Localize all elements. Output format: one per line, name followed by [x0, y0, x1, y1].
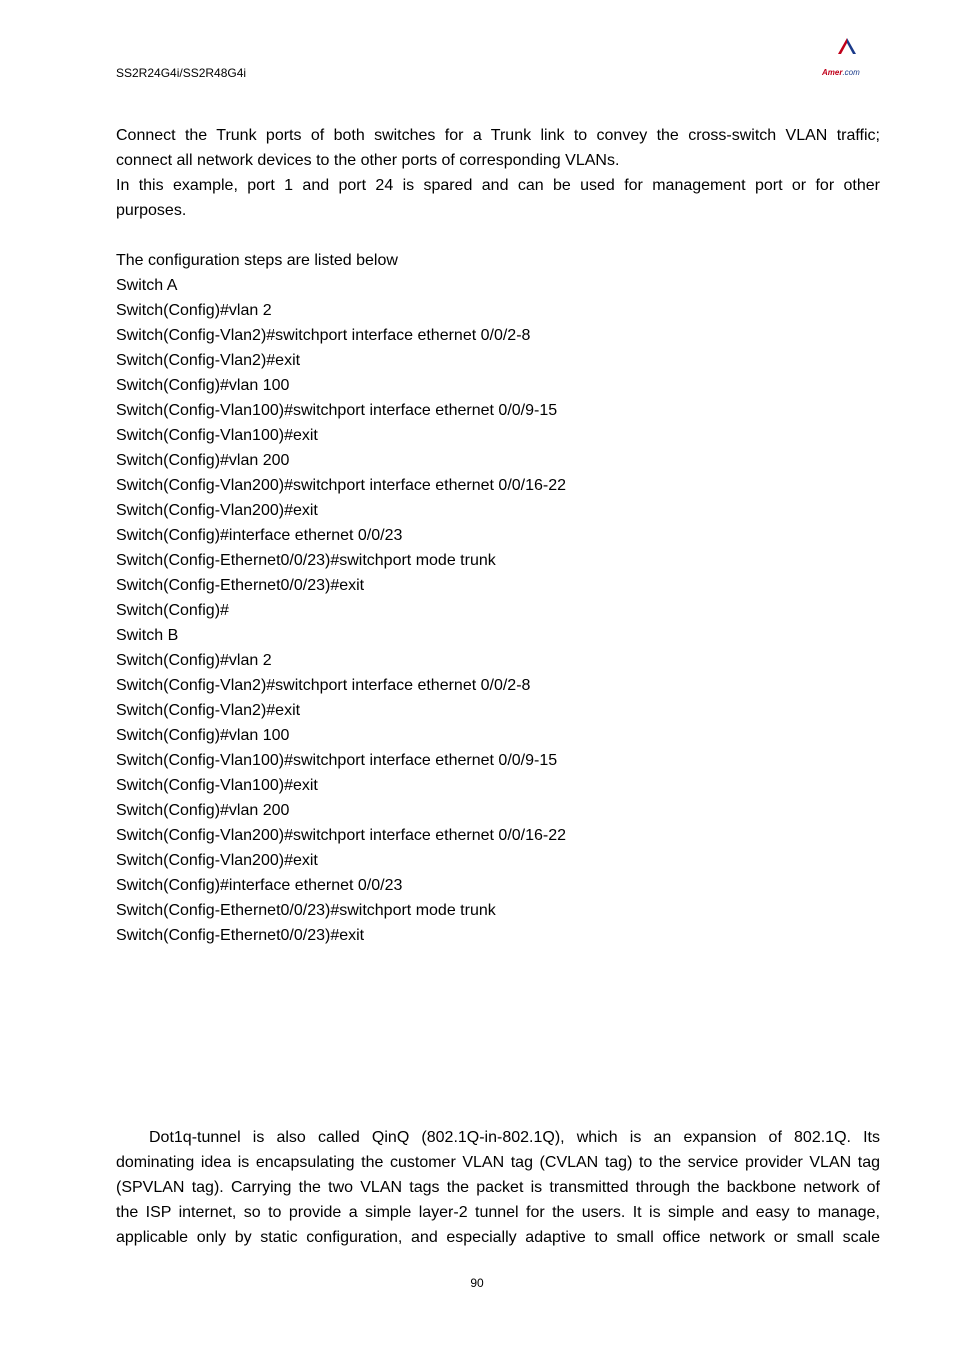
config-line: Switch(Config-Vlan100)#switchport interface ethernet 0/0/9-15	[116, 402, 558, 419]
config-line: The configuration steps are listed below	[116, 252, 398, 269]
config-line: Switch(Config)#vlan 200	[116, 802, 290, 819]
page-number: 90	[470, 1276, 484, 1290]
config-line: Switch B	[116, 627, 179, 644]
config-line: Switch(Config-Vlan100)#exit	[116, 427, 318, 444]
config-line: Switch(Config-Vlan200)#switchport interface ethernet 0/0/16-22	[116, 477, 567, 494]
config-line: Switch A	[116, 277, 178, 294]
config-line: Switch(Config)#interface ethernet 0/0/23	[116, 877, 403, 894]
config-line: Switch(Config-Vlan2)#exit	[116, 702, 301, 719]
config-line: Switch(Config)#vlan 200	[116, 452, 290, 469]
config-line: Switch(Config-Ethernet0/0/23)#exit	[116, 927, 365, 944]
config-line: Switch(Config-Vlan2)#switchport interface ethernet 0/0/2-8	[116, 327, 531, 344]
config-line: Switch(Config)#	[116, 602, 229, 619]
header-model-number: SS2R24G4i/SS2R48G4i	[116, 66, 247, 80]
trunk-connection-paragraph: Connect the Trunk ports of both switches for a Trunk link to convey the cross-switch VLAN traffic; connect all network devices to the other ports of corresponding VLANs.	[116, 127, 880, 169]
config-line: Switch(Config-Vlan100)#exit	[116, 777, 318, 794]
logo-triangle-icon	[818, 34, 876, 68]
logo-wordmark: Amer.com	[822, 68, 860, 77]
config-line: Switch(Config)#vlan 100	[116, 727, 290, 744]
configuration-steps	[116, 248, 566, 948]
config-line: Switch(Config)#vlan 100	[116, 377, 290, 394]
config-line: Switch(Config)#vlan 2	[116, 652, 272, 669]
config-line: Switch(Config-Vlan100)#switchport interface ethernet 0/0/9-15	[116, 752, 558, 769]
config-line: Switch(Config-Vlan200)#exit	[116, 852, 318, 869]
config-line: Switch(Config-Vlan200)#exit	[116, 502, 318, 519]
dot1q-tunnel-paragraph: Dot1q-tunnel is also called QinQ (802.1Q-in-802.1Q), which is an expansion of 802.1Q. Its dominating idea is encapsulating the customer VLAN tag (CVLAN tag) to the service provider VLAN tag (SPVLAN tag). Carrying the two VLAN tags the packet is transmitted through the backbone network of the ISP internet, so to provide a simple layer-2 tunnel for the users. It is simple and easy to manage, applicable only by static configuration, and especially adaptive to small office network or small scale	[116, 1129, 880, 1246]
config-line: Switch(Config-Ethernet0/0/23)#switchport mode trunk	[116, 552, 496, 569]
config-line: Switch(Config-Vlan2)#exit	[116, 352, 301, 369]
spare-ports-paragraph: In this example, port 1 and port 24 is spared and can be used for management port or for other purposes.	[116, 177, 880, 219]
config-line: Switch(Config)#interface ethernet 0/0/23	[116, 527, 403, 544]
config-line: Switch(Config)#vlan 2	[116, 302, 272, 319]
config-line: Switch(Config-Vlan2)#switchport interface ethernet 0/0/2-8	[116, 677, 531, 694]
config-line: Switch(Config-Ethernet0/0/23)#exit	[116, 577, 365, 594]
brand-logo	[818, 34, 876, 82]
config-line: Switch(Config-Ethernet0/0/23)#switchport mode trunk	[116, 902, 496, 919]
config-line: Switch(Config-Vlan200)#switchport interface ethernet 0/0/16-22	[116, 827, 567, 844]
